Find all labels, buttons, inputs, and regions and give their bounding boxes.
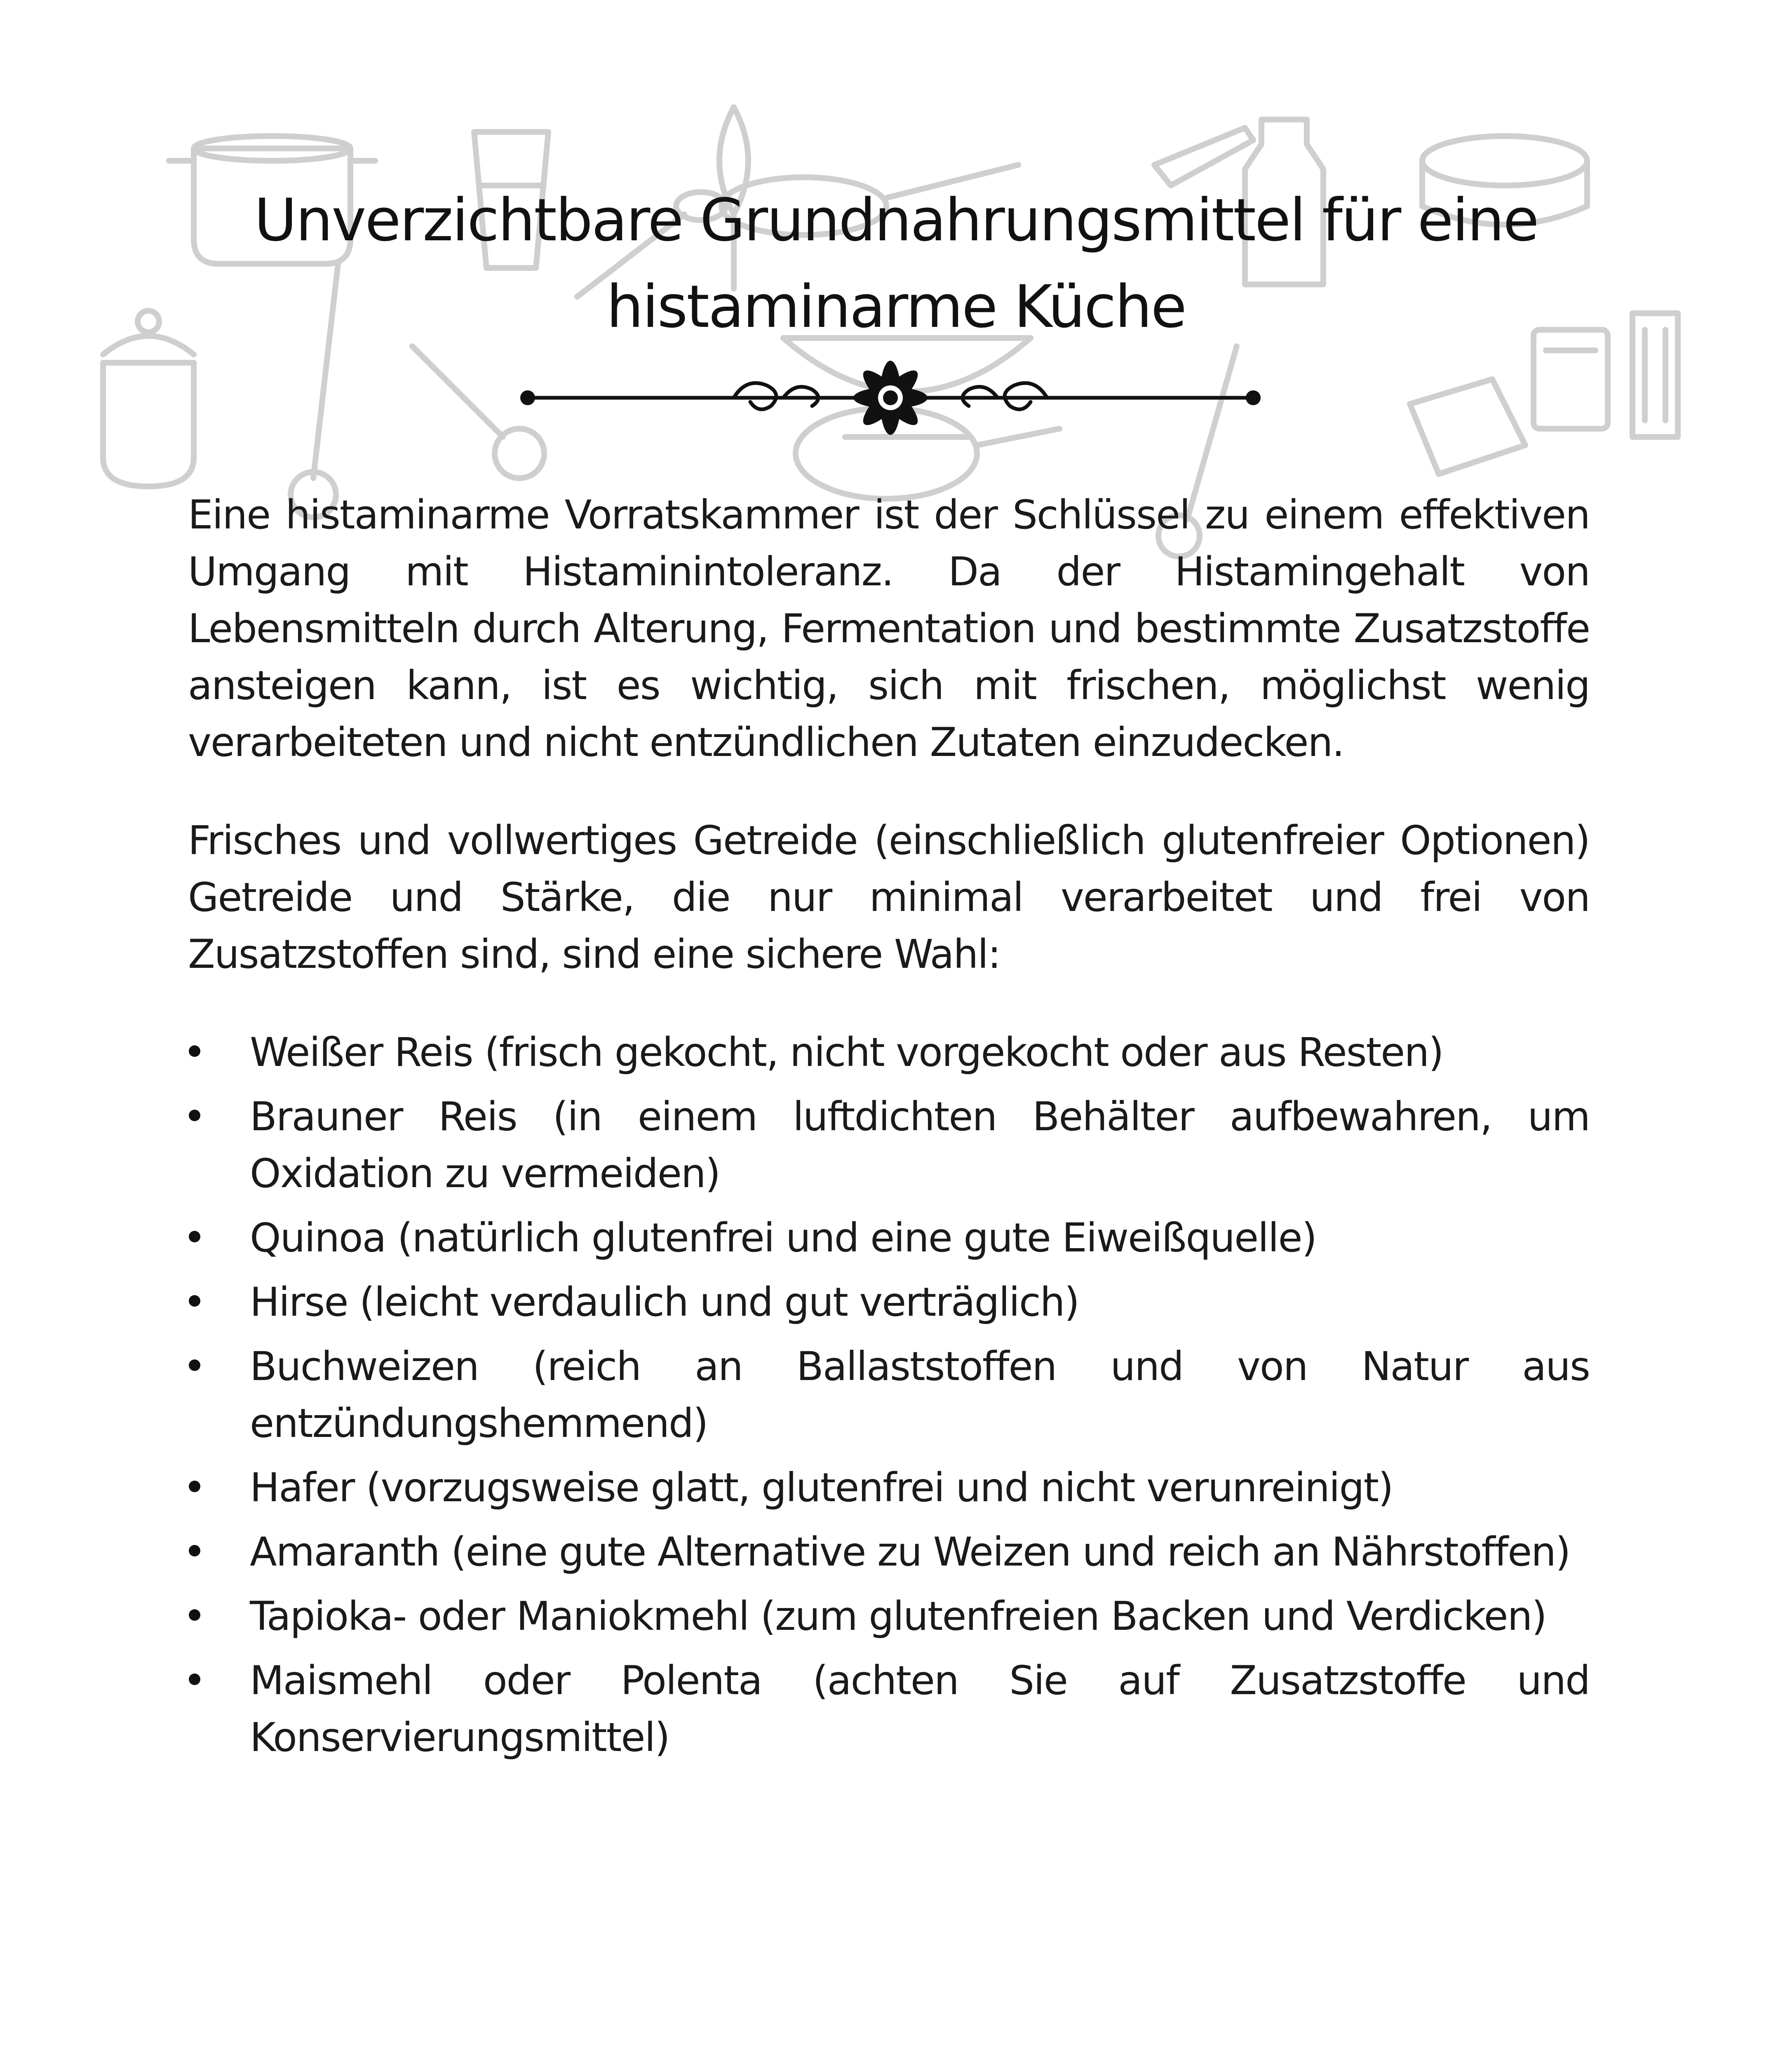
list-item: Quinoa (natürlich glutenfrei und eine gute Eiweißquelle) [188, 1209, 1590, 1266]
grain-list [188, 1024, 1590, 1766]
bullet-icon [189, 1110, 200, 1121]
bullet-icon [189, 1609, 200, 1621]
grains-paragraph: Frisches und vollwertiges Getreide (einschließlich glutenfreier Optionen) Getreide und Stärke, die nur minimal verarbeitet und frei von Zusatzstoffen sind, sind eine sichere Wahl: [188, 817, 1590, 977]
list-item: Hafer (vorzugsweise glatt, glutenfrei und nicht verunreinigt) [188, 1459, 1590, 1516]
intro-paragraph: Eine histaminarme Vorratskammer ist der Schlüssel zu einem effektiven Umgang mit Histaminintoleranz. Da der Histamingehalt von Lebensmitteln durch Alterung, Fermentation und bestimmte Zusatzstoffe ansteigen kann, ist es wichtig, sich mit frischen, möglichst wenig verarbeiteten und nicht entzündlichen Zutaten einzudecken. [188, 492, 1590, 765]
list-item: Amaranth (eine gute Alternative zu Weizen und reich an Nährstoffen) [188, 1523, 1590, 1580]
ornamental-divider [519, 350, 1261, 445]
page-title: Unverzichtbare Grundnahrungsmittel für eine histaminarme Küche [254, 186, 1538, 341]
list-item: Tapioka- oder Maniokmehl (zum glutenfreien Backen und Verdicken) [188, 1588, 1590, 1645]
list-item: Brauner Reis (in einem luftdichten Behälter aufbewahren, um Oxidation zu vermeiden) [188, 1088, 1590, 1202]
bullet-icon [189, 1359, 200, 1371]
cloth-icon [1410, 379, 1525, 474]
bullet-icon [189, 1295, 200, 1307]
bullet-icon [189, 1674, 200, 1685]
bullet-icon [189, 1481, 200, 1492]
flower-icon [853, 361, 928, 435]
list-item: Weißer Reis (frisch gekocht, nicht vorgekocht oder aus Resten) [188, 1024, 1590, 1081]
list-item: Maismehl oder Polenta (achten Sie auf Zusatzstoffe und Konservierungsmittel) [188, 1652, 1590, 1766]
list-item: Buchweizen (reich an Ballaststoffen und von Natur aus entzündungshemmend) [188, 1338, 1590, 1452]
grater-icon [1632, 313, 1678, 437]
bullet-icon [189, 1231, 200, 1242]
bullet-icon [189, 1045, 200, 1057]
knife-icon [1154, 128, 1253, 185]
bullet-icon [189, 1545, 200, 1556]
main-content [188, 486, 1590, 1773]
list-item: Hirse (leicht verdaulich und gut verträglich) [188, 1274, 1590, 1331]
